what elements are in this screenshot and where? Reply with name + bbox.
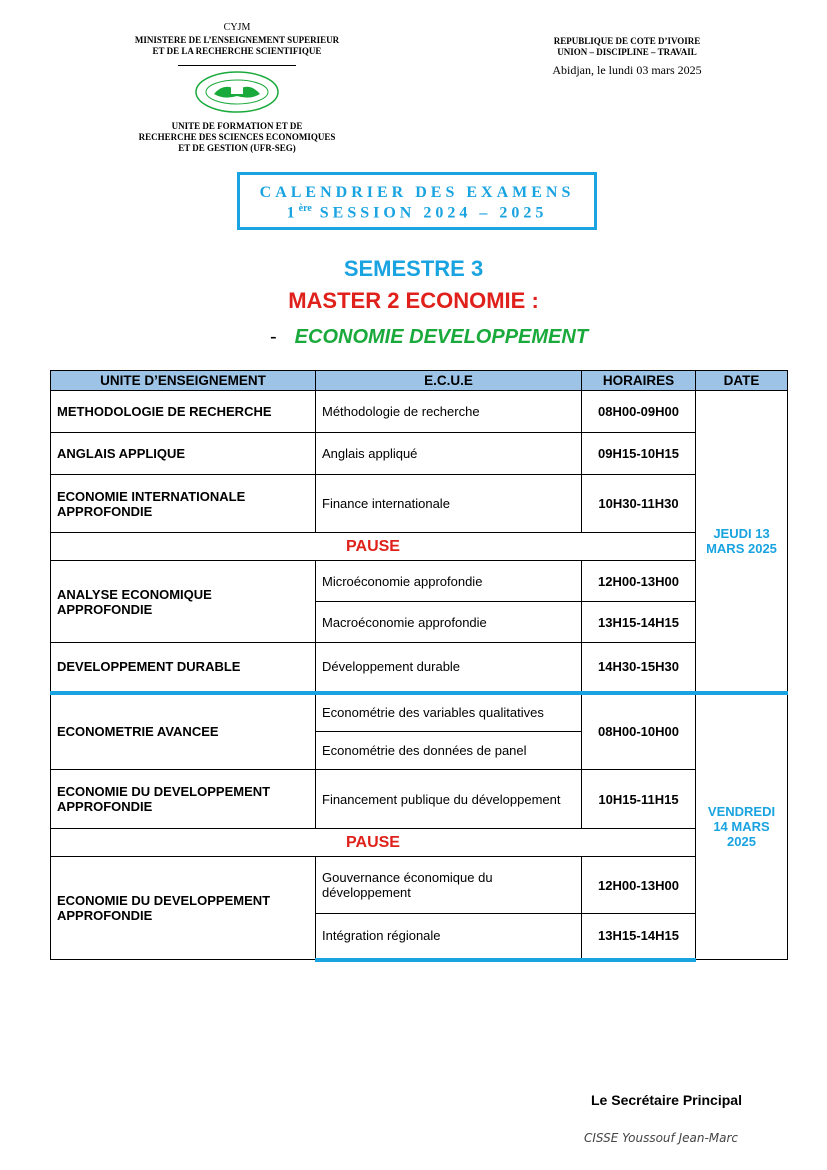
specialty-dash: - bbox=[270, 326, 277, 348]
table-row bbox=[51, 433, 788, 475]
header-left bbox=[112, 22, 362, 154]
ecue-cell: Financement publique du développement bbox=[316, 770, 582, 829]
table-header-row bbox=[51, 371, 788, 391]
horaire-cell: 10H30-11H30 bbox=[582, 475, 696, 533]
horaire-cell: 08H00-10H00 bbox=[582, 693, 696, 770]
exam-schedule-table bbox=[50, 370, 788, 962]
specialty-name: ECONOMIE DEVELOPPEMENT bbox=[294, 326, 589, 348]
header-right bbox=[518, 36, 736, 76]
session-number: 1 bbox=[286, 204, 299, 222]
country-name: REPUBLIQUE DE COTE D’IVOIRE bbox=[553, 36, 701, 46]
ecue-cell: Macroéconomie approfondie bbox=[316, 602, 582, 643]
ufr-line-1: UNITE DE FORMATION ET DE bbox=[171, 121, 303, 131]
ue-cell: ANALYSE ECONOMIQUE APPROFONDIE bbox=[51, 561, 316, 643]
session-years: SESSION 2024 – 2025 bbox=[311, 204, 548, 222]
ministry-line-1: MINISTERE DE L’ENSEIGNEMENT SUPERIEUR bbox=[134, 35, 340, 45]
ue-cell: METHODOLOGIE DE RECHERCHE bbox=[51, 391, 316, 433]
specialty-line bbox=[270, 326, 588, 349]
header-ecue: E.C.U.E bbox=[316, 371, 582, 391]
ecue-cell: Gouvernance économique du développement bbox=[316, 857, 582, 914]
title-box bbox=[237, 172, 597, 230]
semester-title: SEMESTRE 3 bbox=[343, 256, 484, 281]
horaire-cell: 13H15-14H15 bbox=[582, 602, 696, 643]
ue-cell: DEVELOPPEMENT DURABLE bbox=[51, 643, 316, 693]
horaire-cell: 12H00-13H00 bbox=[582, 561, 696, 602]
horaire-cell: 08H00-09H00 bbox=[582, 391, 696, 433]
ecue-cell: Intégration régionale bbox=[316, 914, 582, 960]
country-motto: UNION – DISCIPLINE – TRAVAIL bbox=[557, 47, 697, 57]
ecue-cell: Microéconomie approfondie bbox=[316, 561, 582, 602]
university-logo-icon bbox=[194, 70, 280, 114]
table-row bbox=[51, 643, 788, 693]
title-line-1: CALENDRIER DES EXAMENS bbox=[259, 184, 575, 201]
signatory-title: Le Secrétaire Principal bbox=[591, 1092, 742, 1108]
title-line-2 bbox=[240, 203, 594, 222]
header-ue: UNITE D’ENSEIGNEMENT bbox=[51, 371, 316, 391]
table-row bbox=[51, 391, 788, 433]
table-row bbox=[51, 561, 788, 602]
ue-cell: ANGLAIS APPLIQUE bbox=[51, 433, 316, 475]
header-code: CYJM bbox=[223, 22, 251, 33]
date-cell-day1: JEUDI 13 MARS 2025 bbox=[696, 391, 788, 693]
ecue-cell: Finance internationale bbox=[316, 475, 582, 533]
ecue-cell: Anglais appliqué bbox=[316, 433, 582, 475]
horaire-cell: 13H15-14H15 bbox=[582, 914, 696, 960]
table-row bbox=[51, 770, 788, 829]
ufr-line-3: ET DE GESTION (UFR-SEG) bbox=[178, 143, 296, 153]
pause-label: PAUSE bbox=[51, 533, 696, 561]
header-divider bbox=[178, 65, 296, 66]
ministry-line-2: ET DE LA RECHERCHE SCIENTIFIQUE bbox=[152, 46, 322, 56]
horaire-cell: 12H00-13H00 bbox=[582, 857, 696, 914]
header-date: DATE bbox=[696, 371, 788, 391]
date-cell-day2: VENDREDI 14 MARS 2025 bbox=[696, 693, 788, 960]
pause-row bbox=[51, 533, 788, 561]
pause-label: PAUSE bbox=[51, 829, 696, 857]
ecue-cell: Econométrie des données de panel bbox=[316, 732, 582, 770]
place-date: Abidjan, le lundi 03 mars 2025 bbox=[552, 63, 702, 77]
ecue-cell: Econométrie des variables qualitatives bbox=[316, 693, 582, 732]
horaire-cell: 10H15-11H15 bbox=[582, 770, 696, 829]
ue-cell: ECONOMIE DU DEVELOPPEMENT APPROFONDIE bbox=[51, 770, 316, 829]
header-horaires: HORAIRES bbox=[582, 371, 696, 391]
horaire-cell: 09H15-10H15 bbox=[582, 433, 696, 475]
session-ordinal: ère bbox=[298, 203, 312, 214]
pause-row bbox=[51, 829, 788, 857]
ufr-line-2: RECHERCHE DES SCIENCES ECONOMIQUES bbox=[138, 132, 336, 142]
table-row bbox=[51, 475, 788, 533]
signatory-name: CISSE Youssouf Jean-Marc bbox=[584, 1131, 739, 1145]
ue-cell: ECONOMIE DU DEVELOPPEMENT APPROFONDIE bbox=[51, 857, 316, 960]
ecue-cell: Méthodologie de recherche bbox=[316, 391, 582, 433]
programme-title: MASTER 2 ECONOMIE : bbox=[288, 288, 539, 313]
table-row bbox=[51, 857, 788, 914]
table-row bbox=[51, 693, 788, 732]
ue-cell: ECONOMIE INTERNATIONALE APPROFONDIE bbox=[51, 475, 316, 533]
ue-cell: ECONOMETRIE AVANCEE bbox=[51, 693, 316, 770]
ecue-cell: Développement durable bbox=[316, 643, 582, 693]
horaire-cell: 14H30-15H30 bbox=[582, 643, 696, 693]
